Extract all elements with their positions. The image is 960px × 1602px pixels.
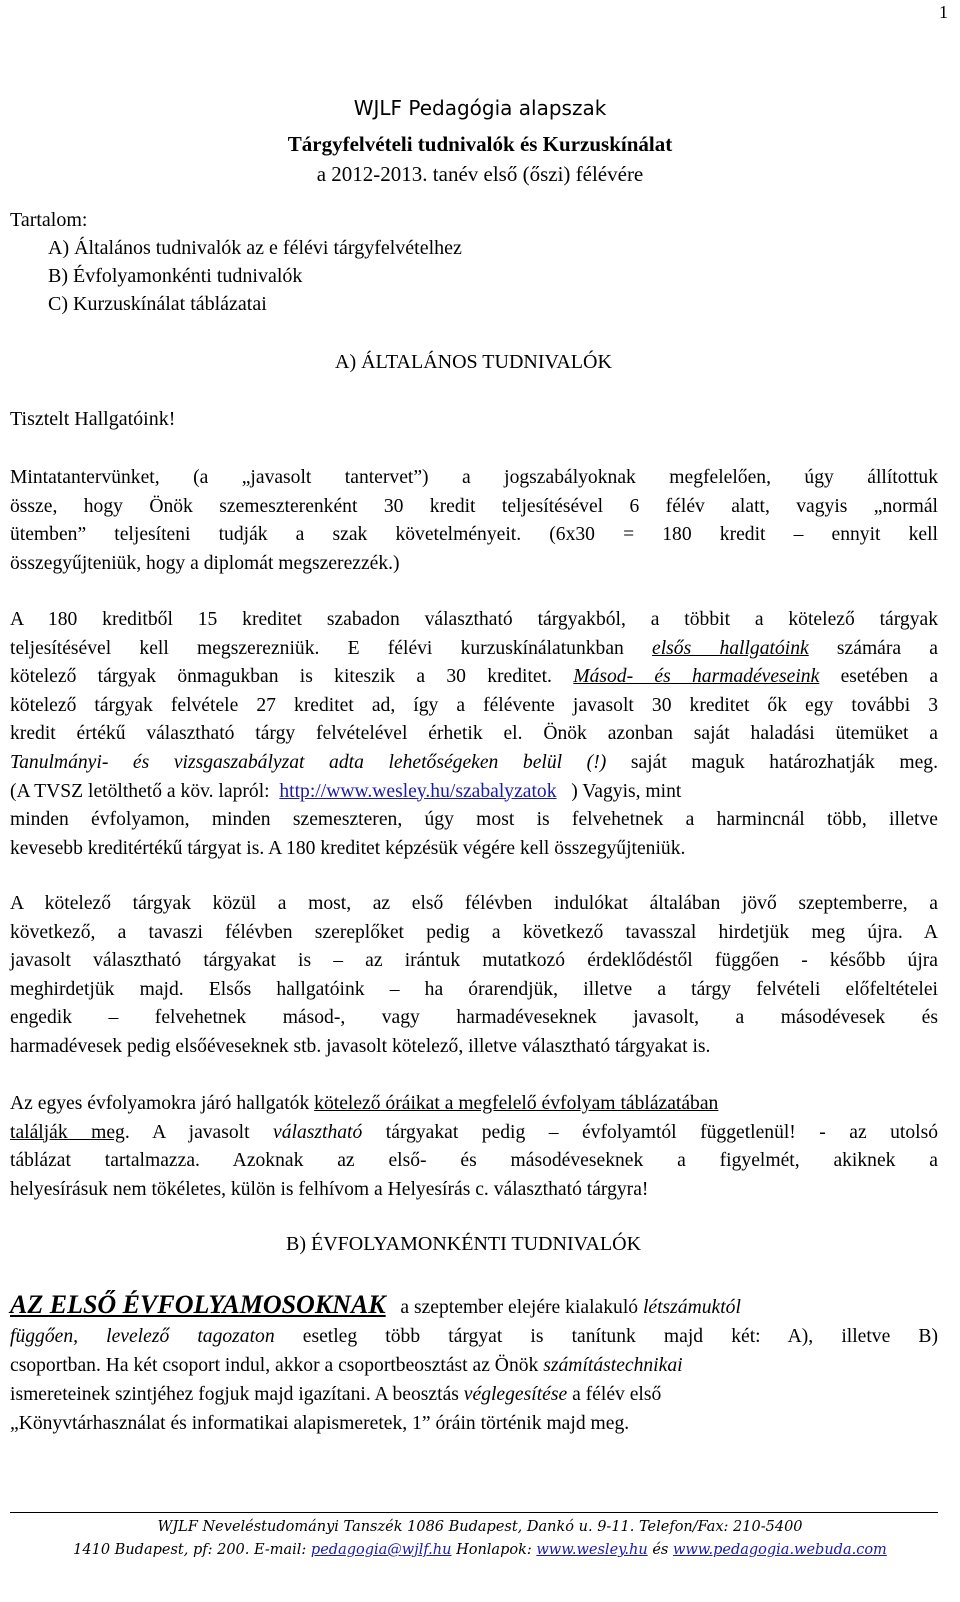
p5-line: ismereteinek szintjéhez fogjuk majd igazítani. A beosztás véglegesítése a félév első	[10, 1384, 662, 1405]
p3-line: A kötelező tárgyak közül a most, az első félévben indulókat általában jövő szeptemberre, a	[10, 893, 938, 914]
header-semester: a 2012-2013. tanév első (őszi) félévére	[316, 162, 644, 186]
toc-item-c: C) Kurzuskínálat táblázatai	[48, 293, 267, 315]
p1-line: össze, hogy Önök szemeszterenként 30 kredit teljesítésével 6 félév alatt, vagyis „normál	[10, 495, 938, 517]
toc-item-b: B) Évfolyamonkénti tudnivalók	[48, 265, 303, 287]
p2-line: kredit értékű választható tárgy felvételével érhetik el. Önök azonban saját haladási ütemüket a	[10, 723, 938, 745]
p2-line: minden évfolyamon, minden szemeszteren, úgy most is felvehetnek a harmincnál több, illetve	[10, 809, 938, 831]
header-title: Tárgyfelvételi tudnivalók és Kurzuskínálat	[287, 132, 673, 156]
p2-line: kötelező tárgyak önmagukban is kiteszik a 30 kreditet. Másod- és harmadéveseink esetében a	[10, 666, 939, 688]
p3-line: meghirdetjük majd. Elsős hallgatóink – ha órarendjük, illetve a tárgy felvételi előfeltételei	[10, 978, 938, 1000]
page-number: 1	[939, 2, 948, 22]
p1-line: Mintatantervünket, (a „javasolt tantervet”) a jogszabályoknak megfelelően, úgy állítottuk	[10, 467, 938, 488]
website-link-pedagogia[interactable]: www.pedagogia.webuda.com	[672, 1542, 887, 1558]
p5-line: „Könyvtárhasználat és informatikai alapismeretek, 1” óráin történik majd meg.	[10, 1413, 630, 1434]
paragraph-2	[10, 606, 938, 863]
toc-heading: Tartalom:	[10, 209, 88, 231]
greeting: Tisztelt Hallgatóink!	[10, 408, 176, 430]
p3-line: javasolt választható tárgyakat is – az irántuk mutatkozó érdeklődéstől függően - később újra	[10, 950, 938, 972]
p2-line: (A TVSZ letölthető a köv. lapról: http://www.wesley.hu/szabalyzatok ) Vagyis, mint	[10, 780, 682, 802]
p1-line: összegyűjteniük, hogy a diplomát megszerezzék.)	[10, 552, 400, 574]
p2-line: A 180 kreditből 15 kreditet szabadon választható tárgyakból, a többit a kötelező tárgyak	[10, 609, 938, 630]
footer-divider	[10, 1512, 938, 1513]
website-link-wesley[interactable]: www.wesley.hu	[536, 1542, 648, 1558]
p2-line: teljesítésével kell megszerezniük. E félévi kurzuskínálatunkban elsős hallgatóink számára a	[10, 637, 939, 659]
section-b-heading: B) ÉVFOLYAMONKÉNTI TUDNIVALÓK	[286, 1233, 642, 1255]
p1-line: ütemben” teljesíteni tudják a szak követelményeit. (6x30 = 180 kredit – ennyit kell	[10, 524, 938, 546]
email-link[interactable]: pedagogia@wjlf.hu	[310, 1542, 452, 1558]
section-a-heading: A) ÁLTALÁNOS TUDNIVALÓK	[335, 351, 612, 373]
p4-line: Az egyes évfolyamokra járó hallgatók kötelező óráikat a megfelelő évfolyam táblázatában	[10, 1093, 719, 1114]
p2-line: kevesebb kreditértékű tárgyat is. A 180 kreditet képzésük végére kell összegyűjteniük.	[10, 837, 686, 859]
tvsz-link[interactable]: http://www.wesley.hu/szabalyzatok	[279, 780, 557, 802]
paragraph-5	[10, 1290, 938, 1438]
p3-line: következő, a tavaszi félévben szereplőket pedig a következő tavasszal hirdetjük meg újra. A	[10, 921, 938, 943]
toc-item-a: A) Általános tudnivalók az e félévi tárgyfelvételhez	[48, 237, 462, 259]
header-program: WJLF Pedagógia alapszak	[353, 96, 607, 120]
p5-line: függően, levelező tagozaton esetleg több tárgyat is tanítunk majd két: A), illetve B)	[10, 1326, 938, 1347]
p3-line: harmadévesek pedig elsőéveseknek stb. javasolt kötelező, illetve választható tárgyakat is.	[10, 1035, 711, 1057]
first-year-students-emphasis: elsős hallgatóink	[652, 637, 809, 659]
footer-contacts: 1410 Budapest, pf: 200. E-mail: pedagogia@wjlf.hu Honlapok: www.wesley.hu és www.pedagogia.webuda.com	[73, 1542, 887, 1558]
second-third-year-emphasis: Másod- és harmadéveseink	[573, 666, 820, 688]
paragraph-4	[10, 1090, 938, 1204]
p4-line: találják meg. A javasolt választható tárgyakat pedig – évfolyamtól függetlenül! - az utolsó	[10, 1121, 938, 1143]
p4-line: táblázat tartalmazza. Azoknak az első- és másodéveseknek a figyelmét, akiknek a	[10, 1150, 938, 1172]
p4-line: helyesírásuk nem tökéletes, külön is felhívom a Helyesírás c. választható tárgyra!	[10, 1178, 649, 1200]
p5-line: csoportban. Ha két csoport indul, akkor a csoportbeosztást az Önök számítástechnikai	[10, 1355, 683, 1376]
first-year-heading: AZ ELSŐ ÉVFOLYAMOSOKNAK	[10, 1290, 386, 1319]
paragraph-1	[10, 464, 938, 578]
footer-address: WJLF Neveléstudományi Tanszék 1086 Budapest, Dankó u. 9-11. Telefon/Fax: 210-5400	[157, 1519, 803, 1535]
paragraph-3	[10, 890, 938, 1062]
p2-line: kötelező tárgyak felvétele 27 kreditet ad, így a félévente javasolt 30 kreditet ők egy további 3	[10, 694, 938, 716]
p5-line: AZ ELSŐ ÉVFOLYAMOSOKNAK a szeptember elejére kialakuló létszámuktól	[10, 1290, 741, 1319]
p3-line: engedik – felvehetnek másod-, vagy harmadéveseknek javasolt, a másodévesek és	[10, 1007, 938, 1029]
p2-line: Tanulmányi- és vizsgaszabályzat adta lehetőségeken belül (!) saját maguk határozhatják meg.	[10, 751, 939, 773]
